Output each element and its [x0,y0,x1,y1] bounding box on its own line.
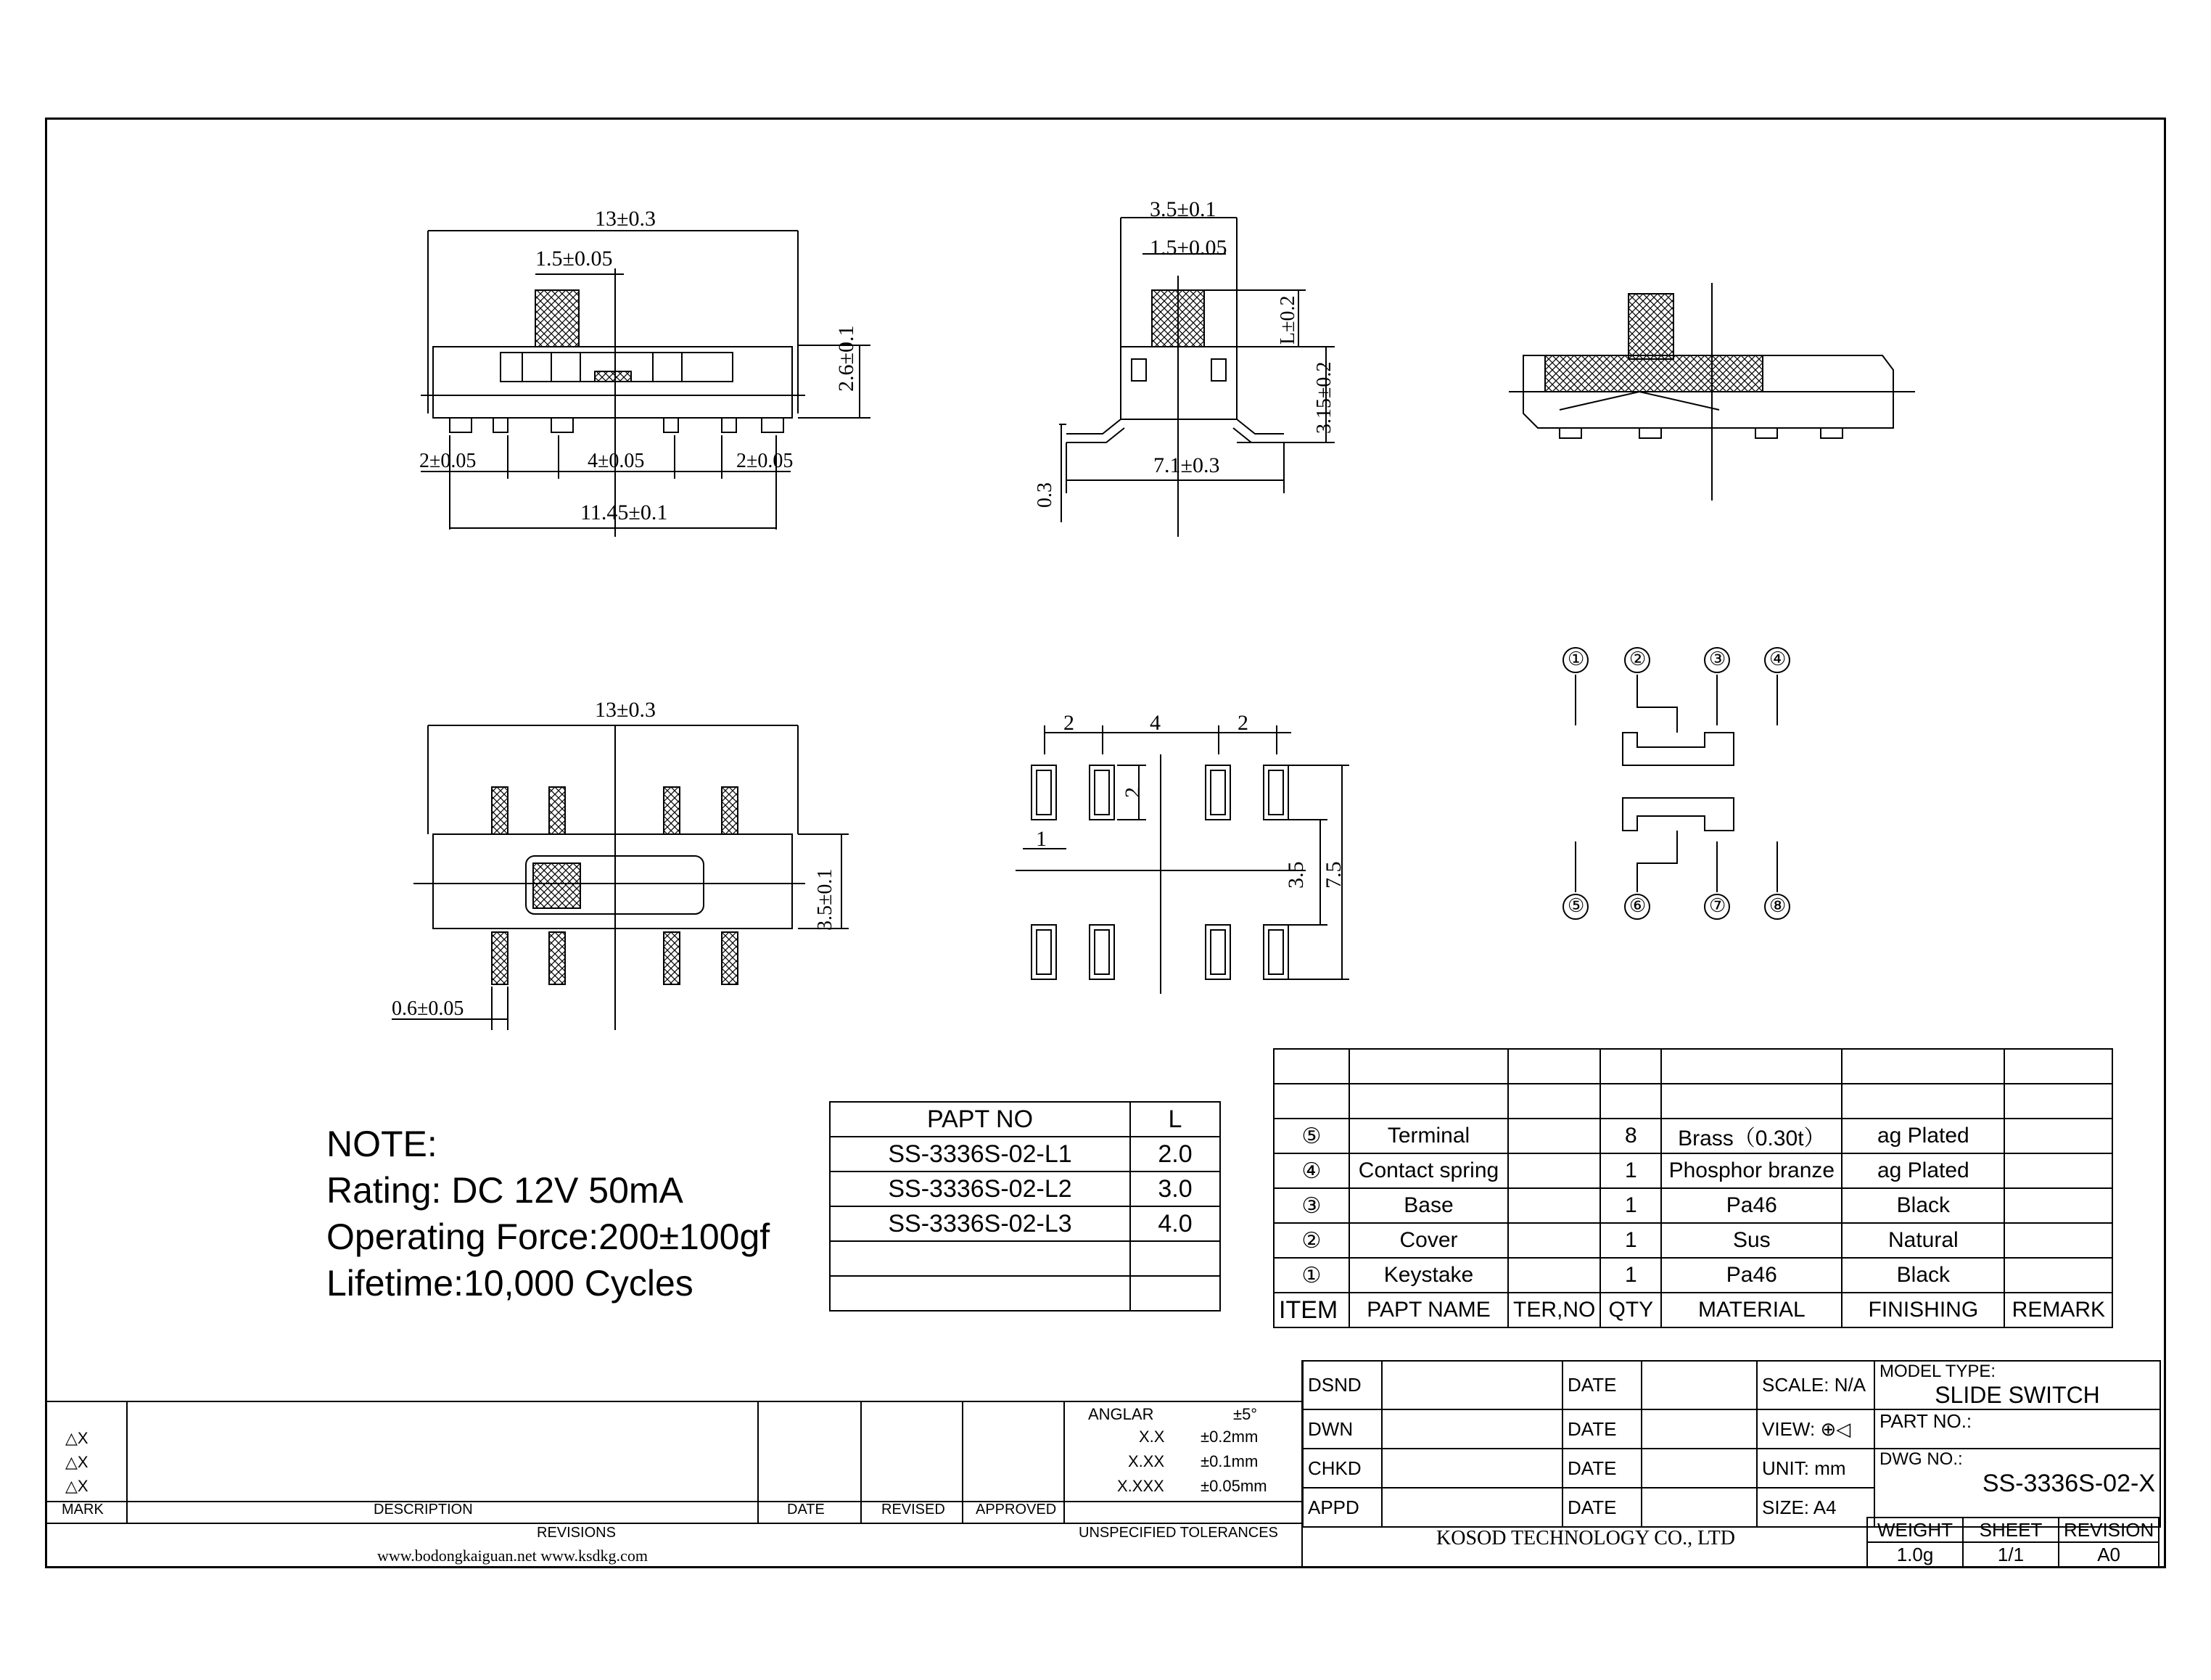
pcb-footprint [1016,725,1349,994]
tol-angle-label: ANGLAR [1088,1405,1154,1423]
bom-qty: 1 [1600,1153,1661,1188]
view-cell [1757,1409,1874,1449]
rev-mark: △X [65,1453,88,1471]
dwg-no-label: DWG NO.: [1879,1449,1963,1469]
model-type-label: MODEL TYPE: [1879,1362,1996,1381]
bom-header: MATERIAL [1661,1293,1842,1327]
dim-actuator: 1.5±0.05 [535,247,613,271]
part-row: SS-3336S-02-L3 [830,1206,1130,1241]
rev-mark: △X [65,1477,88,1495]
bom-name: Terminal [1349,1119,1508,1153]
view-label: VIEW: [1762,1417,1816,1440]
dim-height: 2.6±0.1 [834,325,858,392]
dim-end-width: 3.5±0.1 [1150,197,1216,221]
empty-cell [1130,1276,1220,1311]
empty-cell [1130,1241,1220,1276]
bom-name: Contact spring [1349,1153,1508,1188]
sheet-label: SHEET [1963,1518,2059,1542]
pin-8: ⑧ [1769,894,1787,916]
part-no-label: PART NO.: [1874,1409,2160,1449]
description-label: DESCRIPTION [374,1502,473,1518]
revisions-label: REVISIONS [537,1525,616,1541]
dim-top-overall: 13±0.3 [595,698,656,722]
pin-5: ⑤ [1568,894,1585,916]
dim-span: 11.45±0.1 [580,501,668,524]
date-label: DATE [1562,1449,1642,1488]
company-name: KOSOD TECHNOLOGY CO., LTD [1436,1527,1735,1549]
dim-pitch-left: 2±0.05 [419,450,477,472]
bom-name: Cover [1349,1223,1508,1258]
part-row: SS-3336S-02-L1 [830,1137,1130,1172]
bom-item: ④ [1274,1153,1349,1188]
bom-name: Keystake [1349,1258,1508,1293]
tol-key: X.XX [1128,1452,1165,1470]
dim-end-actuator: 1.5±0.05 [1150,236,1227,260]
unit-label: UNIT: mm [1757,1449,1874,1488]
bom-material: Sus [1661,1223,1842,1258]
bom-header: FINISHING [1842,1293,2004,1327]
notes-lifetime: Lifetime:10,000 Cycles [326,1263,693,1304]
pin-4: ④ [1769,648,1787,670]
bom-header: QTY [1600,1293,1661,1327]
bom-item: ② [1274,1223,1349,1258]
weight-value: 1.0g [1867,1542,1963,1567]
length-cell: 3.0 [1130,1172,1220,1206]
bom-item: ① [1274,1258,1349,1293]
tol-key: X.XXX [1117,1477,1164,1495]
dim-lead-thickness: 0.3 [1034,482,1056,508]
bom-header: ITEM [1274,1293,1349,1327]
tol-value: ±0.1mm [1201,1452,1259,1470]
fp-pad-height: 2 [1121,787,1145,798]
pin-1: ① [1568,648,1585,670]
dim-top-width: 3.5±0.1 [814,868,836,931]
approved-label: APPROVED [976,1502,1057,1518]
revision-label: REVISION [2059,1518,2159,1542]
date-label: DATE [1562,1488,1642,1527]
tol-angle-value: ±5° [1233,1405,1258,1423]
fp-pad-width: 1 [1036,827,1047,851]
bom-finishing: ag Plated [1842,1119,2004,1153]
dim-overall: 13±0.3 [595,207,656,231]
cross-section-view [1509,283,1915,501]
bom-material: Pa46 [1661,1258,1842,1293]
revised-label: REVISED [881,1502,945,1518]
appd-label: APPD [1303,1488,1382,1527]
bom-material: Pa46 [1661,1188,1842,1223]
website-link[interactable]: www.bodongkaiguan.net www.ksdkg.com [377,1547,648,1565]
bom-material: Brass（0.30t） [1661,1119,1842,1153]
fp-outer: 7.5 [1322,861,1346,889]
fp-pitch-3: 2 [1238,711,1248,735]
model-type-cell [1874,1361,2160,1409]
dim-body-height: 3.15±0.2 [1313,361,1335,434]
dim-lead-span: 7.1±0.3 [1153,453,1220,477]
length-cell: 2.0 [1130,1137,1220,1172]
side-view-end [1059,218,1335,537]
dsnd-label: DSND [1303,1361,1382,1409]
fp-pitch-2: 4 [1150,711,1161,735]
schematic [1563,648,1790,919]
pin-7: ⑦ [1709,894,1726,916]
bom-qty: 1 [1600,1223,1661,1258]
bom-finishing: Natural [1842,1223,2004,1258]
bom-finishing: Black [1842,1188,2004,1223]
fp-inner: 3.5 [1284,861,1308,889]
bom-material: Phosphor branze [1661,1153,1842,1188]
length-cell: 4.0 [1130,1206,1220,1241]
empty-cell [830,1276,1130,1311]
dwg-no: SS-3336S-02-X [1982,1470,2155,1497]
notes-title: NOTE: [326,1124,437,1164]
tol-key: X.X [1139,1428,1165,1446]
bom-qty: 1 [1600,1258,1661,1293]
chkd-label: CHKD [1303,1449,1382,1488]
bom-header: PAPT NAME [1349,1293,1508,1327]
scale-label: SCALE: N/A [1757,1361,1874,1409]
pin-2: ② [1629,648,1647,670]
title-block [1302,1360,2161,1528]
rev-mark: △X [65,1429,88,1447]
dwn-label: DWN [1303,1409,1382,1449]
pin-6: ⑥ [1629,894,1647,916]
tol-value: ±0.2mm [1201,1428,1259,1446]
bom-finishing: Black [1842,1258,2004,1293]
part-row: SS-3336S-02-L2 [830,1172,1130,1206]
empty-cell [830,1241,1130,1276]
date-label: DATE [1562,1361,1642,1409]
part-header: PAPT NO [830,1102,1130,1137]
weight-sheet-revision [1866,1517,2159,1568]
bom-item: ⑤ [1274,1119,1349,1153]
side-view-front [421,231,870,537]
top-view [392,725,849,1030]
date-label: DATE [1562,1409,1642,1449]
bom-qty: 1 [1600,1188,1661,1223]
sheet-value: 1/1 [1963,1542,2059,1567]
bom-item: ③ [1274,1188,1349,1223]
revision-value: A0 [2059,1542,2159,1567]
fp-pitch-1: 2 [1063,711,1074,735]
part-number-table [829,1101,1221,1312]
bom-qty: 8 [1600,1119,1661,1153]
notes [326,1121,770,1306]
length-header: L [1130,1102,1220,1137]
weight-label: WEIGHT [1867,1518,1963,1542]
bom-header: TER,NO [1508,1293,1600,1327]
bom-table [1273,1048,2113,1328]
tol-value: ±0.05mm [1201,1477,1267,1495]
model-type: SLIDE SWITCH [1935,1382,2100,1408]
dim-actuator-height: L±0.2 [1277,295,1299,345]
bom-header: REMARK [2004,1293,2112,1327]
size-label: SIZE: A4 [1757,1488,1874,1527]
dwg-no-cell [1874,1449,2160,1527]
bom-finishing: ag Plated [1842,1153,2004,1188]
projection-icon: ⊕◁ [1820,1417,1851,1440]
notes-force: Operating Force:200±100gf [326,1216,770,1257]
bom-name: Base [1349,1188,1508,1223]
tol-label: UNSPECIFIED TOLERANCES [1079,1525,1278,1541]
notes-rating: Rating: DC 12V 50mA [326,1170,683,1211]
pin-3: ③ [1709,648,1726,670]
dim-lead-width: 0.6±0.05 [392,997,464,1020]
dim-pitch-right: 2±0.05 [736,450,794,472]
dim-pitch-mid: 4±0.05 [588,450,645,472]
mark-label: MARK [62,1502,104,1518]
date-label: DATE [787,1502,825,1518]
